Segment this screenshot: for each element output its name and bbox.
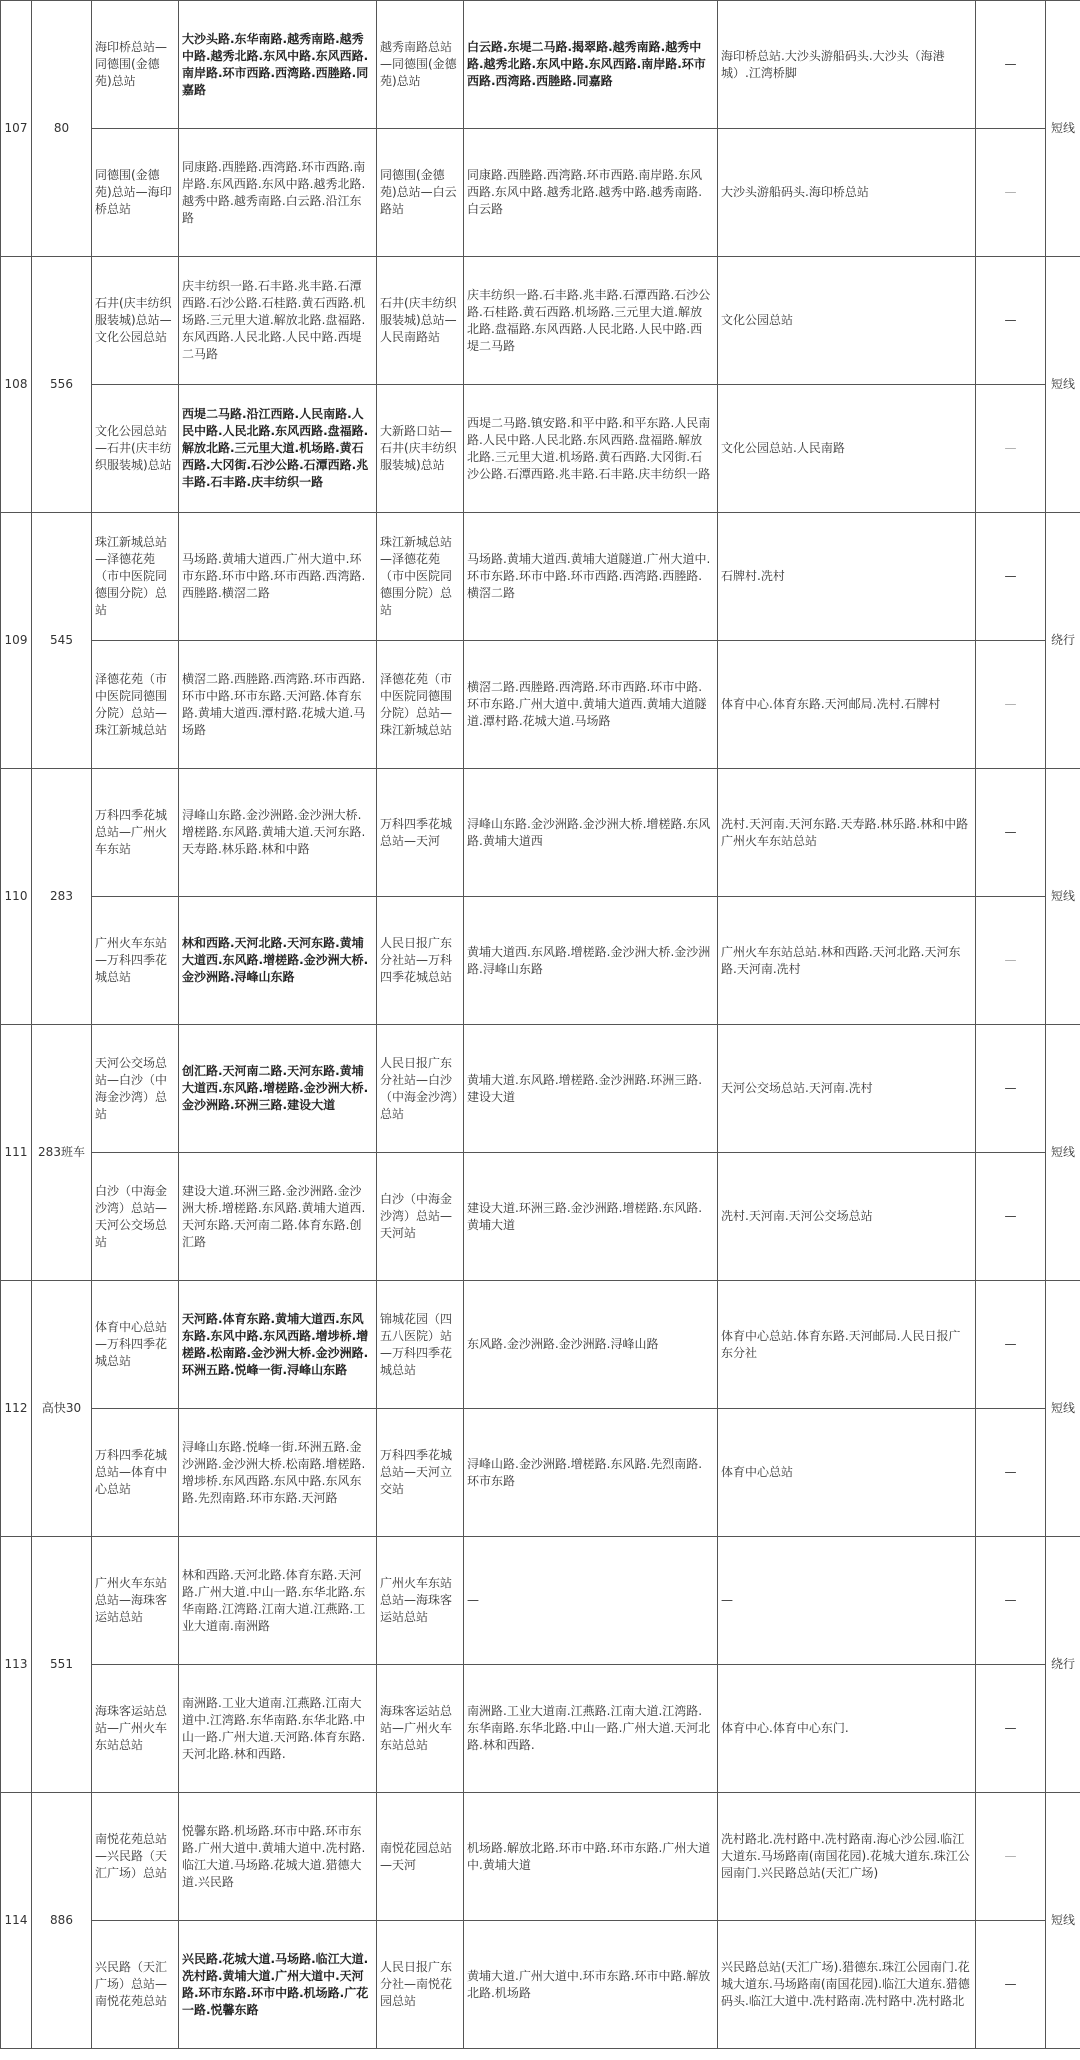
terminal-cell: 珠江新城总站—泽德花苑（市中医院同德围分院）总站	[92, 513, 179, 641]
terminal-cell: 海印桥总站—同德围(金德苑)总站	[92, 1, 179, 129]
mark-cell: —	[976, 257, 1046, 385]
adjust-type-cell: 绕行	[1046, 513, 1080, 769]
stops-cell: —	[718, 1537, 976, 1665]
mark-cell: —	[976, 1921, 1046, 2049]
short-route-cell: 浔峰山东路.金沙洲路.金沙洲大桥.增槎路.东风路.黄埔大道西	[464, 769, 718, 897]
short-terminal-cell: 南悦花园总站—天河	[377, 1793, 464, 1921]
route-cell: 马场路.黄埔大道西.广州大道中.环市东路.环市中路.环市西路.西湾路.西塍路.横滘二路	[179, 513, 377, 641]
adjust-type-cell: 短线	[1046, 1, 1080, 257]
adjust-type-cell: 短线	[1046, 1793, 1080, 2049]
route-cell: 浔峰山东路.金沙洲路.金沙洲大桥.增槎路.东风路.黄埔大道.天河东路.天寿路.林乐路.林和中路	[179, 769, 377, 897]
short-route-cell: 机场路.解放北路.环市中路.环市东路.广州大道中.黄埔大道	[464, 1793, 718, 1921]
table-row	[1, 769, 1080, 897]
stops-cell: 大沙头游船码头.海印桥总站	[718, 129, 976, 257]
adjust-type-cell: 短线	[1046, 1281, 1080, 1537]
stops-cell: 体育中心总站.体育东路.天河邮局.人民日报广东分社	[718, 1281, 976, 1409]
table-row	[1, 1921, 1080, 2049]
terminal-cell: 泽德花苑（市中医院同德围分院）总站—珠江新城总站	[92, 641, 179, 769]
mark-cell: —	[976, 385, 1046, 513]
mark-cell: —	[976, 1665, 1046, 1793]
route-cell: 悦馨东路.机场路.环市中路.环市东路.广州大道中.黄埔大道中.冼村路.临江大道.马场路.花城大道.猎德大道.兴民路	[179, 1793, 377, 1921]
stops-cell: 兴民路总站(天汇广场).猎德东.珠江公园南门.花城大道东.马场路南(南国花园).临江大道东.猎德码头.临江大道中.冼村路南.冼村路中.冼村路北	[718, 1921, 976, 2049]
route-cell: 南洲路.工业大道南.江燕路.江南大道中.江湾路.东华南路.东华北路.中山一路.广州大道.天河路.体育东路.天河北路.林和西路.	[179, 1665, 377, 1793]
terminal-cell: 石井(庆丰纺织服装城)总站—文化公园总站	[92, 257, 179, 385]
table-row	[1, 1025, 1080, 1153]
table-row	[1, 1793, 1080, 1921]
row-number-cell: 108	[1, 257, 32, 513]
short-terminal-cell: 泽德花苑（市中医院同德围分院）总站—珠江新城总站	[377, 641, 464, 769]
terminal-cell: 南悦花苑总站—兴民路（天汇广场）总站	[92, 1793, 179, 1921]
adjust-type-cell: 短线	[1046, 1025, 1080, 1281]
adjust-type-cell: 短线	[1046, 257, 1080, 513]
terminal-cell: 白沙（中海金沙湾）总站—天河公交场总站	[92, 1153, 179, 1281]
short-terminal-cell: 人民日报广东分社站—白沙（中海金沙湾）总站	[377, 1025, 464, 1153]
row-number-cell: 109	[1, 513, 32, 769]
table-row	[1, 1281, 1080, 1409]
route-cell: 同康路.西塍路.西湾路.环市西路.南岸路.东风西路.东风中路.越秀北路.越秀中路.越秀南路.白云路.沿江东路	[179, 129, 377, 257]
stops-cell: 体育中心.体育东路.天河邮局.冼村.石牌村	[718, 641, 976, 769]
mark-cell: —	[976, 1, 1046, 129]
table-row	[1, 129, 1080, 257]
short-terminal-cell: 石井(庆丰纺织服装城)总站—人民南路站	[377, 257, 464, 385]
short-route-cell: 同康路.西塍路.西湾路.环市西路.南岸路.东风西路.东风中路.越秀北路.越秀中路.越秀南路.白云路	[464, 129, 718, 257]
stops-cell: 文化公园总站	[718, 257, 976, 385]
route-cell: 林和西路.天河北路.天河东路.黄埔大道西.东风路.增槎路.金沙洲大桥.金沙洲路.浔峰山东路	[179, 897, 377, 1025]
row-number-cell: 111	[1, 1025, 32, 1281]
row-number-cell: 113	[1, 1537, 32, 1793]
stops-cell: 体育中心.体育中心东门.	[718, 1665, 976, 1793]
short-route-cell: 建设大道.环洲三路.金沙洲路.增槎路.东风路.黄埔大道	[464, 1153, 718, 1281]
table-row	[1, 1153, 1080, 1281]
table-row	[1, 257, 1080, 385]
terminal-cell: 海珠客运站总站—广州火车东站总站	[92, 1665, 179, 1793]
line-number-cell: 283	[32, 769, 92, 1025]
short-route-cell: 黄埔大道.东风路.增槎路.金沙洲路.环洲三路.建设大道	[464, 1025, 718, 1153]
row-number-cell: 112	[1, 1281, 32, 1537]
stops-cell: 文化公园总站.人民南路	[718, 385, 976, 513]
mark-cell: —	[976, 1153, 1046, 1281]
row-number-cell: 110	[1, 769, 32, 1025]
route-cell: 天河路.体育东路.黄埔大道西.东风东路.东风中路.东风西路.增埗桥.增槎路.松南路.金沙洲大桥.金沙洲路.环洲五路.悦峰一街.浔峰山东路	[179, 1281, 377, 1409]
stops-cell: 体育中心总站	[718, 1409, 976, 1537]
stops-cell: 冼村.天河南.天河东路.天寿路.林乐路.林和中路广州火车东站总站	[718, 769, 976, 897]
stops-cell: 广州火车东站总站.林和西路.天河北路.天河东路.天河南.冼村	[718, 897, 976, 1025]
short-route-cell: 浔峰山路.金沙洲路.增槎路.东风路.先烈南路.环市东路	[464, 1409, 718, 1537]
terminal-cell: 兴民路（天汇广场）总站—南悦花苑总站	[92, 1921, 179, 2049]
short-terminal-cell: 人民日报广东分社站—万科四季花城总站	[377, 897, 464, 1025]
stops-cell: 冼村.天河南.天河公交场总站	[718, 1153, 976, 1281]
short-terminal-cell: 珠江新城总站—泽德花苑（市中医院同德围分院）总站	[377, 513, 464, 641]
adjust-type-cell: 短线	[1046, 769, 1080, 1025]
mark-cell: —	[976, 1025, 1046, 1153]
short-terminal-cell: 万科四季花城总站—天河	[377, 769, 464, 897]
line-number-cell: 545	[32, 513, 92, 769]
row-number-cell: 107	[1, 1, 32, 257]
short-route-cell: 西堤二马路.镇安路.和平中路.和平东路.人民南路.人民中路.人民北路.东风西路.盘福路.解放北路.三元里大道.机场路.黄石西路.大冈街.石沙公路.石潭西路.兆丰路.石丰路.庆丰纺织一路	[464, 385, 718, 513]
terminal-cell: 同德围(金德苑)总站—海印桥总站	[92, 129, 179, 257]
table-row	[1, 385, 1080, 513]
route-cell: 西堤二马路.沿江西路.人民南路.人民中路.人民北路.东风西路.盘福路.解放北路.三元里大道.机场路.黄石西路.大冈街.石沙公路.石潭西路.兆丰路.石丰路.庆丰纺织一路	[179, 385, 377, 513]
line-number-cell: 283班车	[32, 1025, 92, 1281]
route-cell: 庆丰纺织一路.石丰路.兆丰路.石潭西路.石沙公路.石桂路.黄石西路.机场路.三元里大道.解放北路.盘福路.东风西路.人民北路.人民中路.西堤二马路	[179, 257, 377, 385]
line-number-cell: 80	[32, 1, 92, 257]
mark-cell: —	[976, 1793, 1046, 1921]
terminal-cell: 体育中心总站—万科四季花城总站	[92, 1281, 179, 1409]
short-terminal-cell: 广州火车东站总站—海珠客运站总站	[377, 1537, 464, 1665]
short-route-cell: 黄埔大道.广州大道中.环市东路.环市中路.解放北路.机场路	[464, 1921, 718, 2049]
short-terminal-cell: 白沙（中海金沙湾）总站—天河站	[377, 1153, 464, 1281]
short-route-cell: 白云路.东堤二马路.揭翠路.越秀南路.越秀中路.越秀北路.东风中路.东风西路.南岸路.环市西路.西湾路.西塍路.同嘉路	[464, 1, 718, 129]
mark-cell: —	[976, 1409, 1046, 1537]
table-row	[1, 1409, 1080, 1537]
route-cell: 兴民路.花城大道.马场路.临江大道.冼村路.黄埔大道.广州大道中.天河路.环市东路.环市中路.机场路.广花一路.悦馨东路	[179, 1921, 377, 2049]
line-number-cell: 886	[32, 1793, 92, 2049]
mark-cell: —	[976, 129, 1046, 257]
table-row	[1, 513, 1080, 641]
route-cell: 横滘二路.西塍路.西湾路.环市西路.环市中路.环市东路.天河路.体育东路.黄埔大道西.潭村路.花城大道.马场路	[179, 641, 377, 769]
mark-cell: —	[976, 1281, 1046, 1409]
table-row	[1, 897, 1080, 1025]
short-route-cell: 马场路.黄埔大道西.黄埔大道隧道.广州大道中.环市东路.环市中路.环市西路.西湾路.西塍路.横滘二路	[464, 513, 718, 641]
short-terminal-cell: 大新路口站—石井(庆丰纺织服装城)总站	[377, 385, 464, 513]
short-terminal-cell: 锦城花园（四五八医院）站—万科四季花城总站	[377, 1281, 464, 1409]
short-terminal-cell: 海珠客运站总站—广州火车东站总站	[377, 1665, 464, 1793]
mark-cell: —	[976, 641, 1046, 769]
terminal-cell: 万科四季花城总站—广州火车东站	[92, 769, 179, 897]
terminal-cell: 天河公交场总站—白沙（中海金沙湾）总站	[92, 1025, 179, 1153]
route-cell: 浔峰山东路.悦峰一街.环洲五路.金沙洲路.金沙洲大桥.松南路.增槎路.增埗桥.东风西路.东风中路.东风东路.先烈南路.环市东路.天河路	[179, 1409, 377, 1537]
short-terminal-cell: 人民日报广东分社—南悦花园总站	[377, 1921, 464, 2049]
short-route-cell: 庆丰纺织一路.石丰路.兆丰路.石潭西路.石沙公路.石桂路.黄石西路.机场路.三元里大道.解放北路.盘福路.东风西路.人民北路.人民中路.西堤二马路	[464, 257, 718, 385]
table-row	[1, 641, 1080, 769]
row-number-cell: 114	[1, 1793, 32, 2049]
terminal-cell: 万科四季花城总站—体育中心总站	[92, 1409, 179, 1537]
short-route-cell: 黄埔大道西.东风路.增槎路.金沙洲大桥.金沙洲路.浔峰山东路	[464, 897, 718, 1025]
line-number-cell: 551	[32, 1537, 92, 1793]
route-cell: 建设大道.环洲三路.金沙洲路.金沙洲大桥.增槎路.东风路.黄埔大道西.天河东路.天河南二路.体育东路.创汇路	[179, 1153, 377, 1281]
short-terminal-cell: 越秀南路总站—同德围(金德苑)总站	[377, 1, 464, 129]
line-number-cell: 高快30	[32, 1281, 92, 1537]
terminal-cell: 广州火车东站总站—海珠客运站总站	[92, 1537, 179, 1665]
short-terminal-cell: 同德围(金德苑)总站—白云路站	[377, 129, 464, 257]
table-row	[1, 1537, 1080, 1665]
route-cell: 林和西路.天河北路.体育东路.天河路.广州大道.中山一路.东华北路.东华南路.江湾路.江南大道.江燕路.工业大道南.南洲路	[179, 1537, 377, 1665]
stops-cell: 海印桥总站.大沙头游船码头.大沙头（海港城）.江湾桥脚	[718, 1, 976, 129]
adjust-type-cell: 绕行	[1046, 1537, 1080, 1793]
mark-cell: —	[976, 769, 1046, 897]
short-terminal-cell: 万科四季花城总站—天河立交站	[377, 1409, 464, 1537]
stops-cell: 天河公交场总站.天河南.冼村	[718, 1025, 976, 1153]
route-cell: 大沙头路.东华南路.越秀南路.越秀中路.越秀北路.东风中路.东风西路.南岸路.环市西路.西湾路.西塍路.同嘉路	[179, 1, 377, 129]
table-row	[1, 1665, 1080, 1793]
mark-cell: —	[976, 1537, 1046, 1665]
stops-cell: 石牌村.冼村	[718, 513, 976, 641]
route-table-body	[1, 1, 1080, 2049]
short-route-cell: 南洲路.工业大道南.江燕路.江南大道.江湾路.东华南路.东华北路.中山一路.广州大道.天河北路.林和西路.	[464, 1665, 718, 1793]
mark-cell: —	[976, 897, 1046, 1025]
terminal-cell: 文化公园总站—石井(庆丰纺织服装城)总站	[92, 385, 179, 513]
stops-cell: 冼村路北.冼村路中.冼村路南.海心沙公园.临江大道东.马场路南(南国花园).花城大道东.珠江公园南门.兴民路总站(天汇广场)	[718, 1793, 976, 1921]
short-route-cell: 横滘二路.西塍路.西湾路.环市西路.环市中路.环市东路.广州大道中.黄埔大道西.黄埔大道隧道.潭村路.花城大道.马场路	[464, 641, 718, 769]
short-route-cell: 东风路.金沙洲路.金沙洲路.浔峰山路	[464, 1281, 718, 1409]
route-cell: 创汇路.天河南二路.天河东路.黄埔大道西.东风路.增槎路.金沙洲大桥.金沙洲路.环洲三路.建设大道	[179, 1025, 377, 1153]
terminal-cell: 广州火车东站—万科四季花城总站	[92, 897, 179, 1025]
table-row	[1, 1, 1080, 129]
short-route-cell: —	[464, 1537, 718, 1665]
line-number-cell: 556	[32, 257, 92, 513]
mark-cell: —	[976, 513, 1046, 641]
